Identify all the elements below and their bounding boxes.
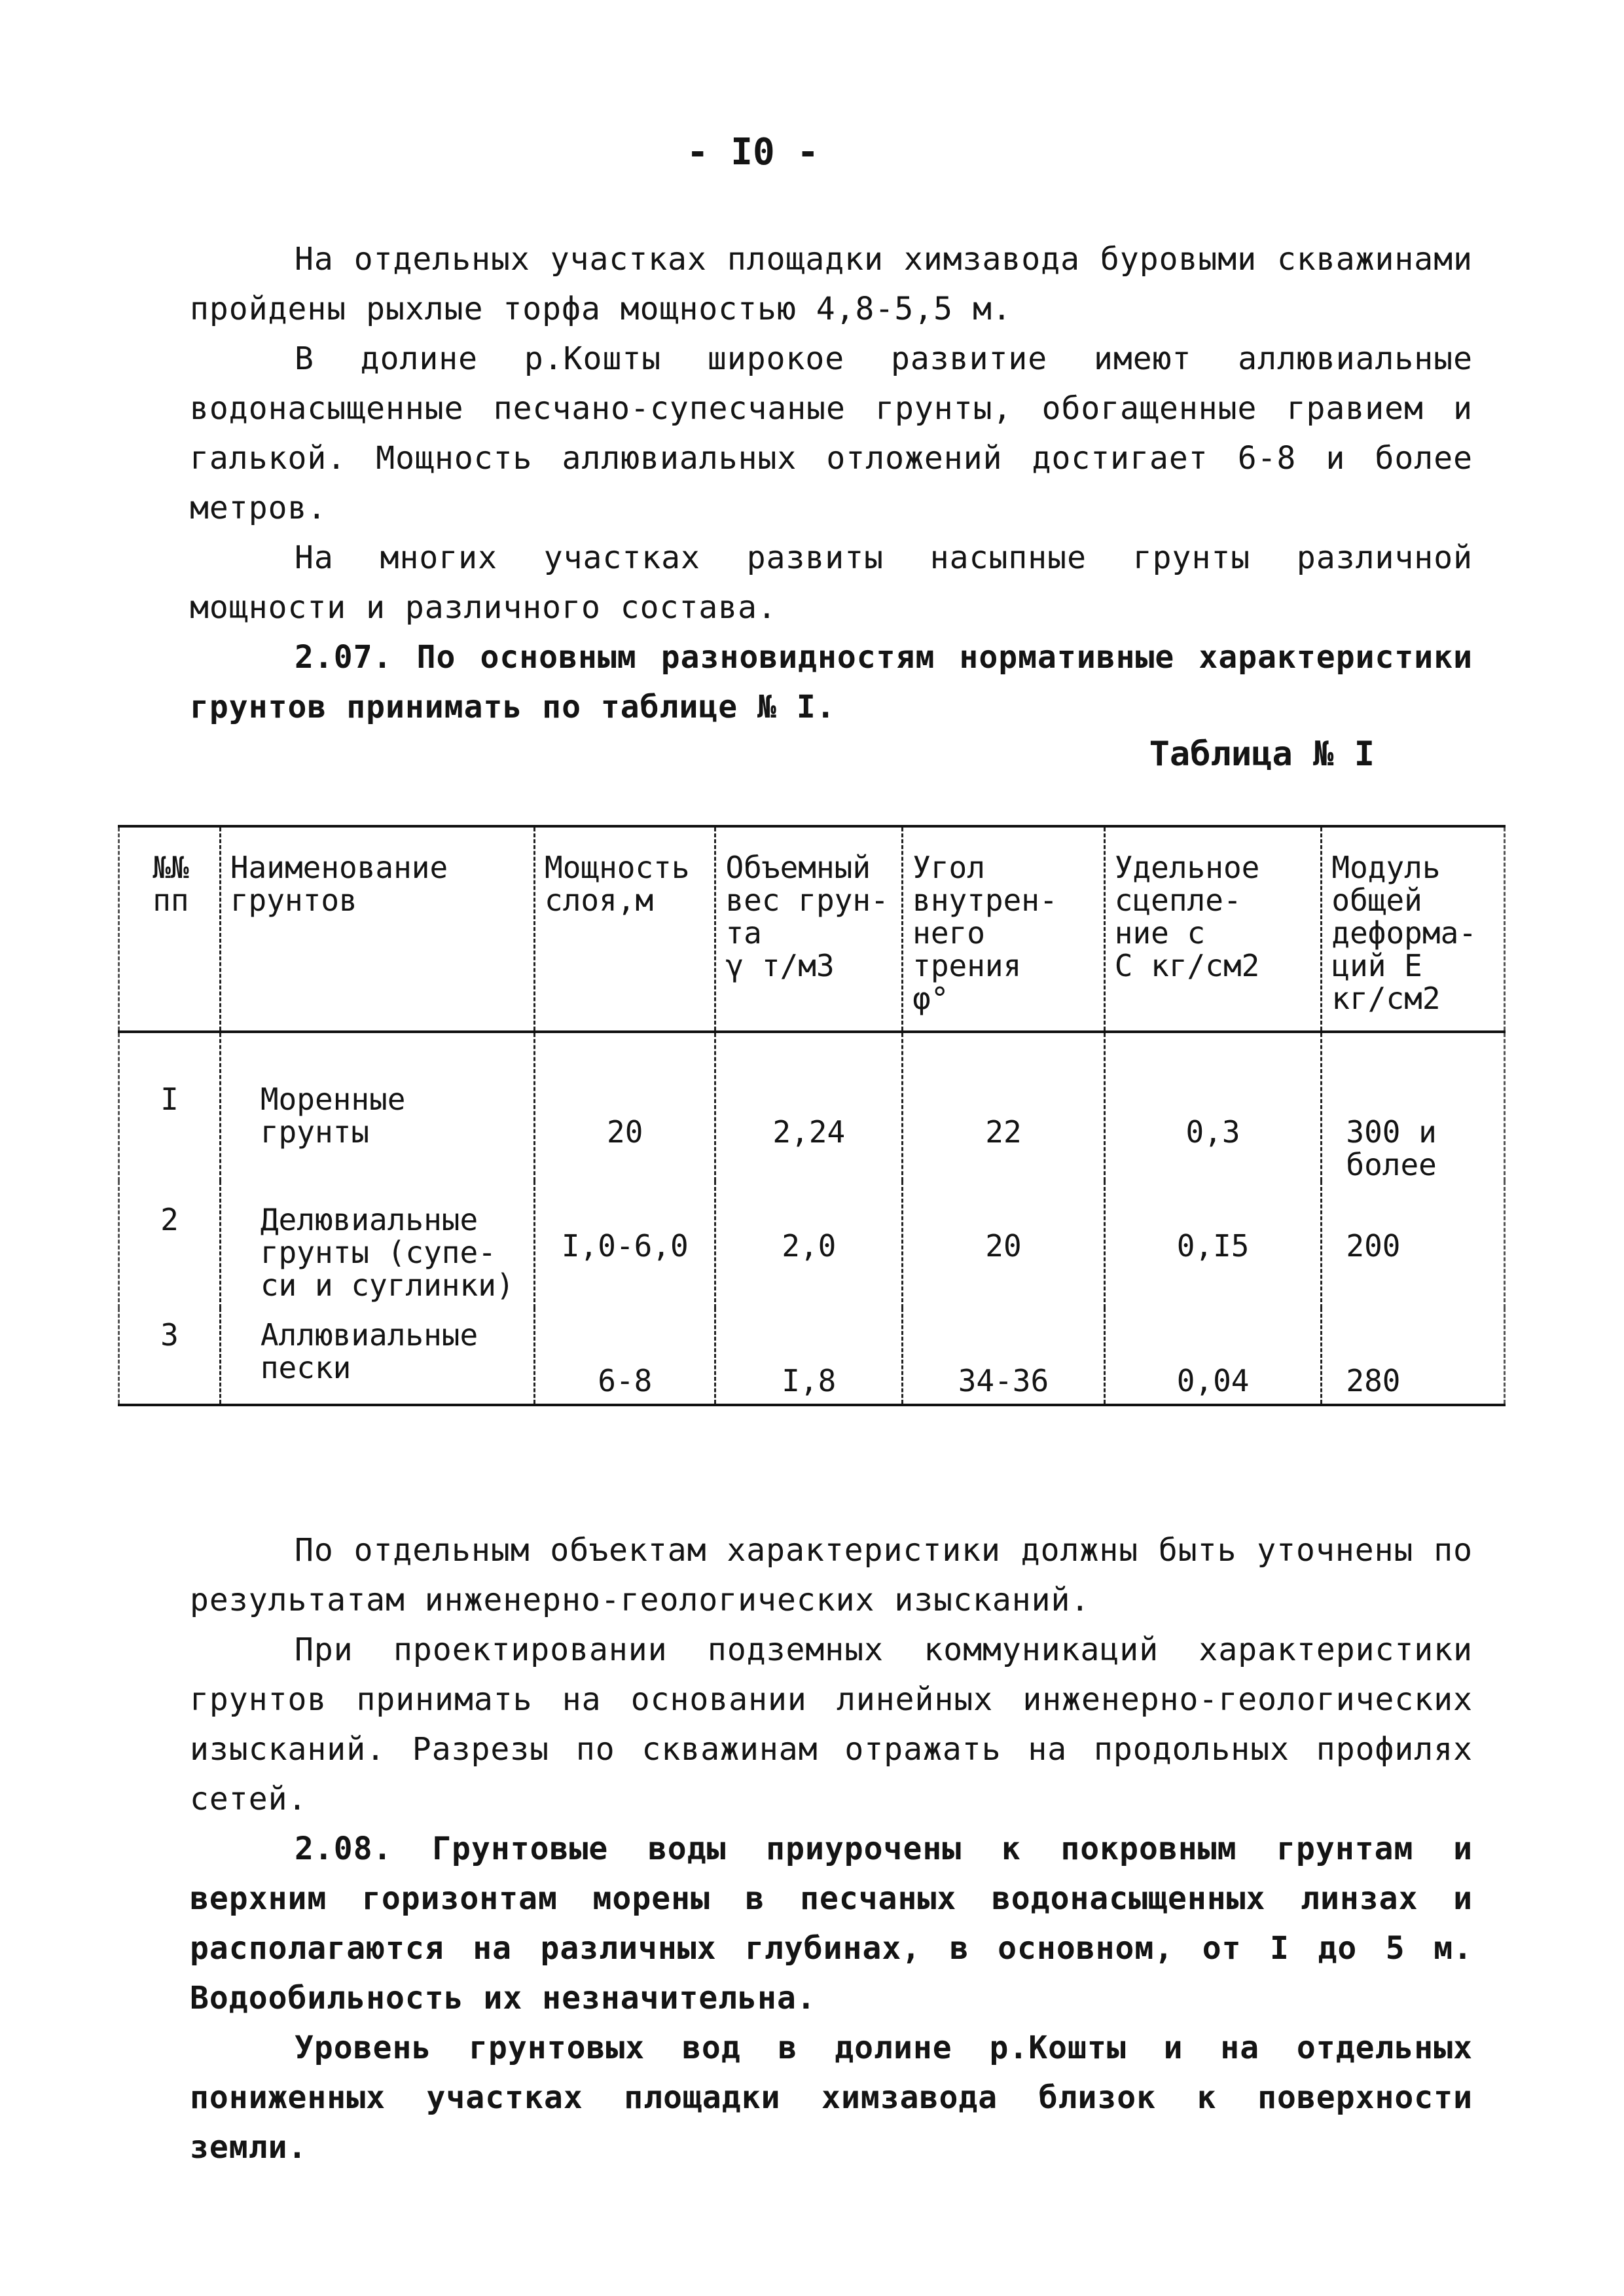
table-row — [119, 1032, 1505, 1181]
table-caption: Таблица № I — [1149, 735, 1375, 774]
table-header-row — [119, 826, 1505, 1032]
cell-unit-weight: I,8 — [715, 1308, 903, 1405]
column-header-soil-name: Наименование грунтов — [220, 826, 534, 1032]
cell-thickness: 6-8 — [535, 1308, 715, 1405]
paragraph: Уровень грунтовых вод в долине р.Кошты и на отдельных пониженных участках площадки химзавода близок к поверхности земли. — [190, 2030, 1473, 2166]
column-header-deformation-modulus: Модуль общей деформа- ций Е кг/см2 — [1322, 826, 1505, 1032]
paragraph: На отдельных участках площадки химзавода буровыми скважинами пройдены рыхлые торфа мощностью 4,8-5,5 м. — [190, 241, 1473, 327]
cell-thickness: I,0-6,0 — [535, 1181, 715, 1308]
cell-number: I — [119, 1032, 221, 1181]
text-section-bottom — [190, 1525, 1473, 2172]
cell-friction-angle: 20 — [903, 1181, 1105, 1308]
cell-number: 2 — [119, 1181, 221, 1308]
cell-cohesion: 0,I5 — [1104, 1181, 1322, 1308]
cell-cohesion: 0,04 — [1104, 1308, 1322, 1405]
text-section-top — [190, 234, 1473, 732]
column-header-unit-weight: Объемный вес грун- та γ т/м3 — [715, 826, 903, 1032]
cell-unit-weight: 2,24 — [715, 1032, 903, 1181]
cell-soil-name: Аллювиальные пески — [220, 1308, 534, 1405]
paragraph: По отдельным объектам характеристики должны быть уточнены по результатам инженерно-геологических изысканий. — [190, 1532, 1473, 1618]
paragraph: В долине р.Кошты широкое развитие имеют аллювиальные водонасыщенные песчано-супесчаные грунты, обогащенные гравием и галькой. Мощность аллювиальных отложений достигает 6-8 и более метров. — [190, 340, 1473, 526]
table-row — [119, 1308, 1505, 1405]
soil-characteristics-table — [118, 825, 1506, 1406]
cell-soil-name: Моренные грунты — [220, 1032, 534, 1181]
paragraph-clause-2-08: 2.08. Грунтовые воды приурочены к покровным грунтам и верхним горизонтам морены в песчаных водонасыщенных линзах и располагаются на различных глубинах, в основном, от I до 5 м. Водообильность их незначительна. — [190, 1831, 1473, 2016]
cell-deformation-modulus: 200 — [1322, 1181, 1505, 1308]
cell-deformation-modulus: 300 и более — [1322, 1032, 1505, 1181]
cell-friction-angle: 22 — [903, 1032, 1105, 1181]
cell-number: 3 — [119, 1308, 221, 1405]
cell-soil-name: Делювиальные грунты (супе- си и суглинки) — [220, 1181, 534, 1308]
paragraph: При проектировании подземных коммуникаций характеристики грунтов принимать на основании линейных инженерно-геологических изысканий. Разрезы по скважинам отражать на продольных профилях сетей. — [190, 1631, 1473, 1817]
cell-unit-weight: 2,0 — [715, 1181, 903, 1308]
cell-cohesion: 0,3 — [1104, 1032, 1322, 1181]
table-row — [119, 1181, 1505, 1308]
cell-deformation-modulus: 280 — [1322, 1308, 1505, 1405]
column-header-thickness: Мощность слоя,м — [535, 826, 715, 1032]
column-header-cohesion: Удельное сцепле- ние с С кг/см2 — [1104, 826, 1322, 1032]
paragraph: На многих участках развиты насыпные грунты различной мощности и различного состава. — [190, 539, 1473, 626]
paragraph-clause-2-07: 2.07. По основным разновидностям нормативные характеристики грунтов принимать по таблице № I. — [190, 639, 1473, 725]
cell-thickness: 20 — [535, 1032, 715, 1181]
column-header-friction-angle: Угол внутрен- него трения φ° — [903, 826, 1105, 1032]
column-header-number: №№ пп — [119, 826, 221, 1032]
page-number: - I0 - — [686, 131, 820, 173]
cell-friction-angle: 34-36 — [903, 1308, 1105, 1405]
